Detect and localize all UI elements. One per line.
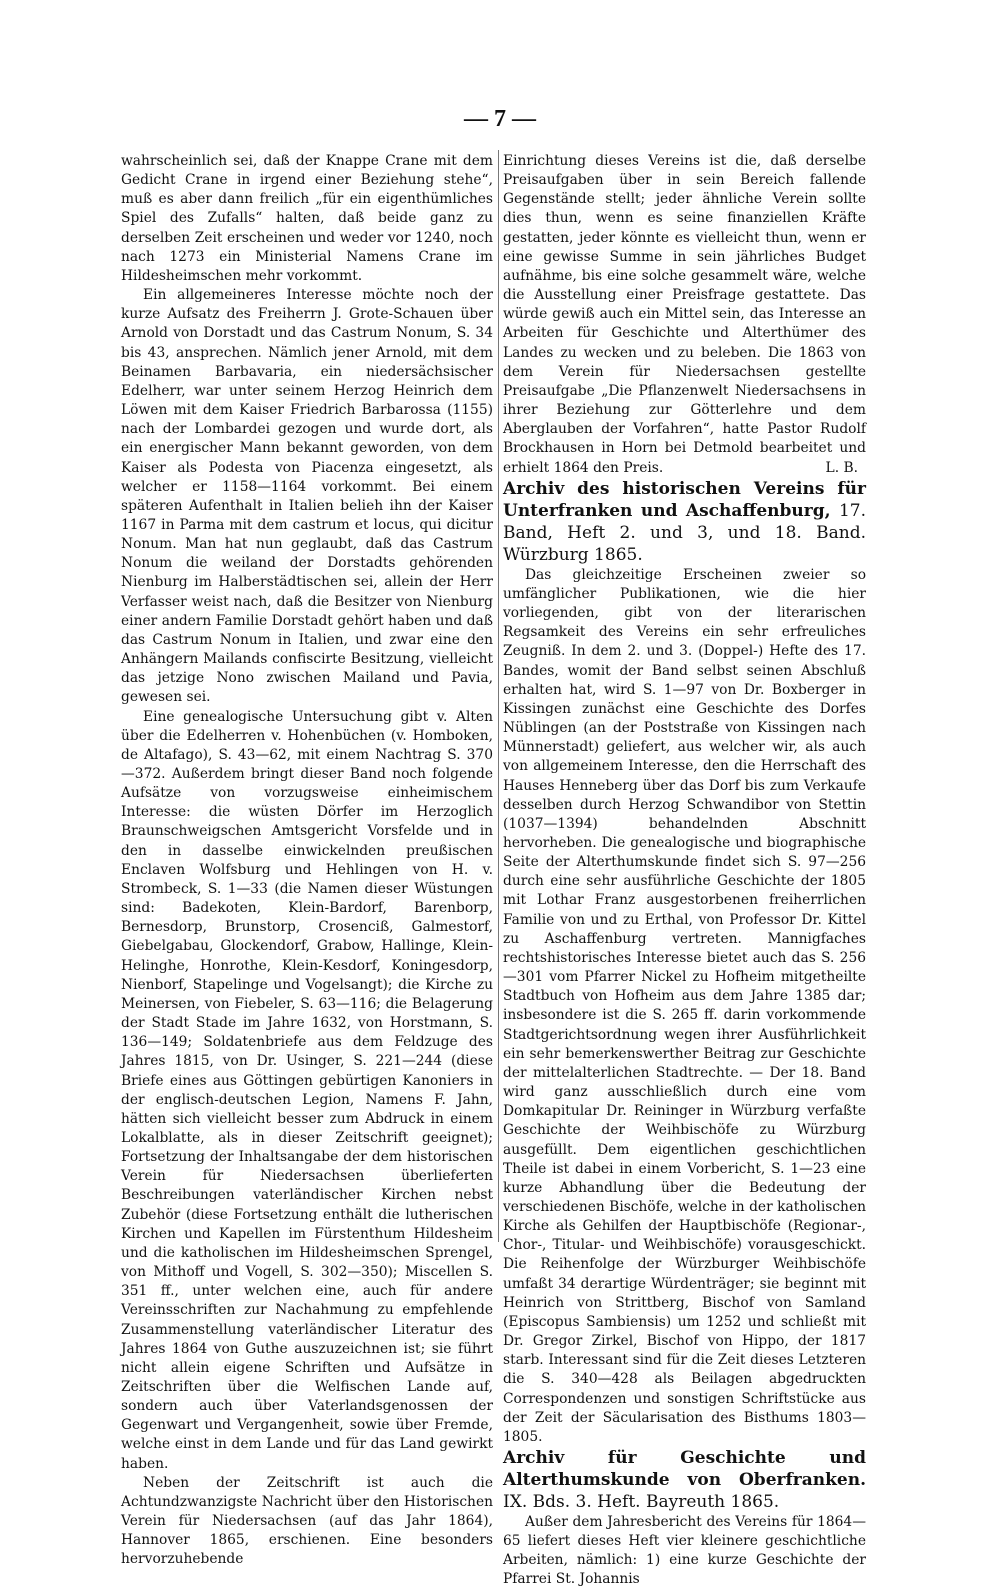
column-divider	[498, 150, 499, 1242]
section-heading-oberfranken	[503, 1447, 866, 1513]
left-paragraph-1: wahrscheinlich sei, daß der Knappe Crane mit dem Gedicht Crane in irgend einer Beziehung stehe“, muß es aber dann freilich „für ein eigenthümliches Spiel des Zufalls“ halten, daß beide ganz zu derselben Zeit erscheinen und weder vor 1240, noch nach 1273 ein Ministerial Namens Crane im Hildesheimschen mehr vorkommt.	[121, 153, 493, 284]
heading-title: Archiv des historischen Vereins für Unterfranken und Aschaffenburg,	[503, 478, 866, 521]
right-paragraph-2: Das gleichzeitige Erscheinen zweier so umfänglicher Publikationen, wie die hier vorliegenden, gibt von der literarischen Regsamkeit des Vereins ein sehr erfreuliches Zeugniß. In dem 2. und 3. (Doppel-) Hefte des 17. Bandes, womit der Band selbst seinen Abschluß erhalten hat, wird S. 1—97 von Dr. Boxberger in Kissingen zunächst eine Geschichte des Dorfes Nüblingen (an der Poststraße von Kissingen nach Münnerstadt) geliefert, aus welcher wir, als auch von allgemeinem Interesse, den die Herrschaft des Hauses Henneberg über das Dorf bis zum Verkaufe desselben durch Herzog Schwandibor von Stettin (1037—1394) behandelnden Abschnitt hervorheben. Die genealogische und biographische Seite der Alterthumskunde findet sich S. 97—256 durch eine sehr ausführliche Geschichte der 1805 mit Lothar Franz ausgestorbenen freiherrlichen Familie von und zu Erthal, von Professor Dr. Kittel zu Aschaffenburg vertreten. Mannigfaches rechtshistorisches Interesse bietet auch das S. 256—301 vom Pfarrer Nickel zu Hofheim mitgetheilte Stadtbuch von Hofheim aus dem Jahre 1385 dar; insbesondere ist die S. 265 ff. darin vorkommende Stadtgerichtsordnung wegen ihrer Ausführlichkeit ein sehr bemerkenswerther Beitrag zur Geschichte der mittelalterlichen Stadtrechte. — Der 18. Band wird ganz ausschließlich durch eine vom Domkapitular Dr. Reininger in Würzburg verfaßte Geschichte der Weihbischöfe zu Würzburg ausgefüllt. Dem eigentlichen geschichtlichen Theile ist dabei in einem Vorbericht, S. 1—23 eine kurze Abhandlung über die Bedeutung der verschiedenen Bischöfe, welche in der katholischen Kirche als Gehilfen der Hauptbischöfe (Regionar-, Chor-, Titular- und Weihbischöfe) vorausgeschickt. Die Reihenfolge der Würzburger Weihbischöfe umfaßt 34 derartige Würdenträger; sie beginnt mit Heinrich von Strittberg, Bischof von Samland (Episcopus Sambiensis) um 1252 und schließt mit Dr. Gregor Zirkel, Bischof von Hippo, der 1817 starb. Interessant sind für die Zeit dieses Letzteren die S. 340—428 als Beilagen abgedruckten Correspondenzen und sonstigen Schriftstücke aus der Zeit der Säcularisation des Bisthums 1803—1805.	[503, 566, 866, 1445]
heading-details: IX. Bds. 3. Heft. Bayreuth 1865.	[503, 1492, 780, 1512]
section-heading-unterfranken	[503, 478, 866, 566]
signature: L. B.	[825, 459, 858, 476]
right-paragraph-1: Einrichtung dieses Vereins ist die, daß derselbe Preisaufgaben über in sein Bereich fallende Gegenstände stellt; jeder ähnliche Verein sollte dies thun, wenn es seine finanziellen Kräfte gestatten, jeder könnte es vielleicht thun, wenn er eine gewisse Summe in sein jährliches Budget aufnähme, bis eine solche gesammelt wäre, welche die Ausstellung einer Preisfrage gestattete. Das würde gewiß auch ein Mittel sein, das Interesse an Arbeiten für Geschichte und Alterthümer des Landes zu wecken und zu beleben. Die 1863 von dem Verein für Niedersachsen gestellte Preisaufgabe „Die Pflanzenwelt Niedersachsens in ihrer Beziehung zur Götterlehre und dem Aberglauben der Vorfahren“, hatte Pastor Rudolf Brockhausen in Horn bei Detmold bearbeitet und erhielt 1864 den Preis.	[503, 153, 866, 476]
left-paragraph-2: Ein allgemeineres Interesse möchte noch der kurze Aufsatz des Freiherrn J. Grote-Schauen über Arnold von Dorstadt und das Castrum Nonum, S. 34 bis 43, ansprechen. Nämlich jener Arnold, mit dem Beinamen Barbavaria, ein niedersächsischer Edelherr, war unter seinem Herzog Heinrich dem Löwen mit dem Kaiser Friedrich Barbarossa (1155) nach der Lombardei gezogen und wurde dort, als ein energischer Mann bekannt geworden, von dem Kaiser als Podesta von Piacenza eingesetzt, als welcher er 1158—1164 vorkommt. Bei einem späteren Aufenthalt in Italien belieh ihn der Kaiser 1167 in Parma mit dem castrum et locus, qui dicitur Nonum. Man hat nun geglaubt, daß das Castrum Nonum die weiland der Dorstadts gehörenden Nienburg im Halberstädtischen sei, allein der Herr Verfasser weist nach, daß die Besitzer von Nienburg einer andern Familie Dorstadt gehört haben und daß das Castrum Nonum in Italien, und zwar eine den Anhängern Mailands confiscirte Besitzung, vielleicht das jetzige Nono zwischen Mailand und Pavia, gewesen sei.	[121, 287, 493, 706]
right-paragraph-3: Außer dem Jahresbericht des Vereins für 1864—65 liefert dieses Heft vier kleinere geschichtliche Arbeiten, nämlich: 1) eine kurze Geschichte der Pfarrei St. Johannis	[503, 1514, 866, 1588]
heading-details: 17. Band, Heft 2. und 3, und 18. Band. Würzburg 1865.	[503, 500, 866, 565]
left-column	[121, 152, 493, 1570]
right-column	[503, 152, 866, 1590]
left-paragraph-4: Neben der Zeitschrift ist auch die Achtundzwanzigste Nachricht über den Historischen Verein für Niedersachsen (auf das Jahr 1864), Hannover 1865, erschienen. Eine besonders hervorzuhebende	[121, 1474, 493, 1568]
heading-title: Archiv für Geschichte und Alterthumskunde von Oberfranken.	[503, 1448, 866, 1490]
page-number: — 7 —	[464, 106, 536, 132]
left-paragraph-3: Eine genealogische Untersuchung gibt v. Alten über die Edelherren v. Hohenbüchen (v. Homboken, de Altafago), S. 43—62, mit einem Nachtrag S. 370—372. Außerdem bringt dieser Band noch folgende Aufsätze von vorzugsweise einheimischem Interesse: die wüsten Dörfer im Herzoglich Braunschweigschen Amtsgericht Vorsfelde und in den in dasselbe einwickelnden preußischen Enclaven Wolfsburg und Hehlingen von H. v. Strombeck, S. 1—33 (die Namen dieser Wüstungen sind: Badekoten, Klein-Bardorf, Barenborp, Bernesdorp, Brunstorp, Crosenciß, Galmestorf, Giebelgabau, Glockendorf, Grabow, Hallinge, Klein-Helinghe, Honrothe, Klein-Kesdorf, Koningesdorp, Nienborf, Stapelinge und Vogelsangt); die Kirche zu Meinersen, von Fiebeler, S. 63—116; die Belagerung der Stadt Stade im Jahre 1632, von Horstmann, S. 136—149; Soldatenbriefe aus dem Feldzuge des Jahres 1815, von Dr. Usinger, S. 221—244 (diese Briefe eines aus Göttingen gebürtigen Kanoniers in der englisch-deutschen Legion, Namens F. Jahn, hätten sich vielleicht besser zum Abdruck in einem Lokalblatte, als in dieser Zeitschrift geeignet); Fortsetzung der Inhaltsangabe der dem historischen Verein für Niedersachsen überlieferten Beschreibungen vaterländischer Kirchen nebst Zubehör (diese Fortsetzung enthält die lutherischen Kirchen und Kapellen im Fürstenthum Hildesheim und die katholischen im Hildesheimschen Sprengel, von Mithoff und Vogell, S. 302—350); Miscellen S. 351 ff., unter welchen eine, auch für andere Vereinsschriften zur Nachahmung zu empfehlende Zusammenstellung vaterländischer Literatur des Jahres 1864 von Guthe auszuzeichnen ist; sie führt nicht allein eigene Schriften und Aufsätze in Zeitschriften über die Welfischen Lande auf, sondern auch über Vaterlandsgenossen der Gegenwart und Vergangenheit, sowie über Fremde, welche einst in dem Lande und für das Land gewirkt haben.	[121, 708, 493, 1472]
